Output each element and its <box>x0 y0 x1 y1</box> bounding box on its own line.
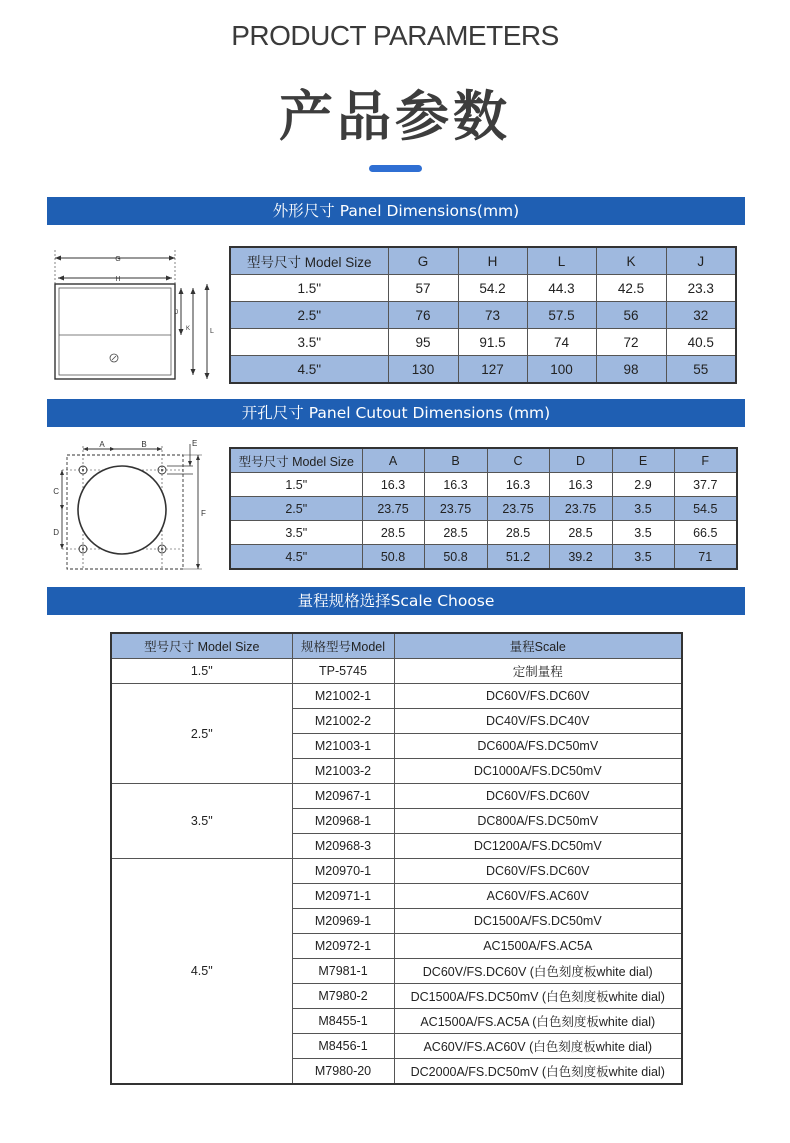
table-cell: 76 <box>388 302 458 329</box>
table-row <box>111 684 682 709</box>
scale-cell: AC60V/FS.AC60V (白色刻度板white dial) <box>394 1034 682 1059</box>
table-cell: 54.2 <box>458 275 527 302</box>
table-row <box>111 859 682 884</box>
table-cell: 55 <box>666 356 736 384</box>
table-cell: 100 <box>527 356 596 384</box>
model-cell: M20968-1 <box>292 809 394 834</box>
diagram-label-f: F <box>201 509 206 518</box>
table-cell: 3.5" <box>230 521 362 545</box>
table-cell: 71 <box>674 545 737 570</box>
table-header-cell: L <box>527 247 596 275</box>
model-size-cell: 3.5" <box>111 784 292 859</box>
diagram-label-l: L <box>210 328 214 335</box>
table-header-cell: J <box>666 247 736 275</box>
table-header-cell: 量程Scale <box>394 633 682 659</box>
scale-cell: DC60V/FS.DC60V <box>394 684 682 709</box>
table-cell: 44.3 <box>527 275 596 302</box>
table-cell: 98 <box>596 356 666 384</box>
section-bar-cutout-dimensions: 开孔尺寸 Panel Cutout Dimensions (mm) <box>47 399 745 427</box>
table-cell: 16.3 <box>362 473 424 497</box>
title-underline <box>369 165 422 172</box>
table-cell: 56 <box>596 302 666 329</box>
table-cell: 28.5 <box>549 521 612 545</box>
table-header-cell: 型号尺寸 Model Size <box>230 448 362 473</box>
model-cell: M20970-1 <box>292 859 394 884</box>
scale-cell: DC800A/FS.DC50mV <box>394 809 682 834</box>
table-row <box>230 302 736 329</box>
diagram-label-c: C <box>53 487 59 496</box>
table-header-cell: C <box>487 448 549 473</box>
table-cell: 57 <box>388 275 458 302</box>
scale-cell: DC600A/FS.DC50mV <box>394 734 682 759</box>
table-cell: 23.3 <box>666 275 736 302</box>
table-cell: 95 <box>388 329 458 356</box>
model-size-cell: 2.5" <box>111 684 292 784</box>
table-cell: 2.9 <box>612 473 674 497</box>
scale-cell: DC60V/FS.DC60V (白色刻度板white dial) <box>394 959 682 984</box>
table-header-row <box>230 448 737 473</box>
table-header-cell: K <box>596 247 666 275</box>
table-row <box>230 521 737 545</box>
table-cell: 54.5 <box>674 497 737 521</box>
scale-cell: DC40V/FS.DC40V <box>394 709 682 734</box>
model-cell: M21003-1 <box>292 734 394 759</box>
table-cell: 57.5 <box>527 302 596 329</box>
diagram-label-b: B <box>141 440 147 449</box>
table-cell: 1.5" <box>230 275 388 302</box>
scale-cell: DC1000A/FS.DC50mV <box>394 759 682 784</box>
table-cell: 91.5 <box>458 329 527 356</box>
table-header-cell: B <box>424 448 487 473</box>
cutout-dimensions-table <box>229 447 738 570</box>
model-cell: M20969-1 <box>292 909 394 934</box>
table-row <box>230 275 736 302</box>
scale-cell: AC1500A/FS.AC5A (白色刻度板white dial) <box>394 1009 682 1034</box>
table-row <box>230 497 737 521</box>
table-header-row <box>230 247 736 275</box>
table-row <box>111 659 682 684</box>
model-size-cell: 1.5" <box>111 659 292 684</box>
scale-cell: DC1200A/FS.DC50mV <box>394 834 682 859</box>
diagram-label-g: G <box>115 256 121 263</box>
table-cell: 16.3 <box>549 473 612 497</box>
table-cell: 16.3 <box>487 473 549 497</box>
model-cell: M8456-1 <box>292 1034 394 1059</box>
section-bar-panel-dimensions: 外形尺寸 Panel Dimensions(mm) <box>47 197 745 225</box>
table-cell: 28.5 <box>424 521 487 545</box>
model-cell: M7980-2 <box>292 984 394 1009</box>
diagram-label-e: E <box>192 439 198 448</box>
table-cell: 3.5" <box>230 329 388 356</box>
table-header-row <box>111 633 682 659</box>
model-cell: M20968-3 <box>292 834 394 859</box>
table-cell: 23.75 <box>362 497 424 521</box>
table-cell: 127 <box>458 356 527 384</box>
scale-cell: AC60V/FS.AC60V <box>394 884 682 909</box>
model-cell: M21002-2 <box>292 709 394 734</box>
table-cell: 72 <box>596 329 666 356</box>
model-size-cell: 4.5" <box>111 859 292 1085</box>
table-row <box>230 329 736 356</box>
panel-dimensions-diagram <box>50 244 218 384</box>
table-cell: 16.3 <box>424 473 487 497</box>
table-cell: 3.5 <box>612 545 674 570</box>
table-cell: 2.5" <box>230 497 362 521</box>
table-cell: 37.7 <box>674 473 737 497</box>
table-cell: 50.8 <box>362 545 424 570</box>
model-cell: M21003-2 <box>292 759 394 784</box>
page-title-en: PRODUCT PARAMETERS <box>231 20 559 51</box>
table-cell: 51.2 <box>487 545 549 570</box>
table-row <box>230 356 736 384</box>
panel-dimensions-table <box>229 246 737 384</box>
table-header-cell: 规格型号Model <box>292 633 394 659</box>
table-header-cell: E <box>612 448 674 473</box>
table-header-cell: F <box>674 448 737 473</box>
page-title-cn: 产品参数 <box>279 85 511 148</box>
table-cell: 130 <box>388 356 458 384</box>
table-header-cell: A <box>362 448 424 473</box>
table-cell: 66.5 <box>674 521 737 545</box>
table-cell: 3.5 <box>612 497 674 521</box>
model-cell: M20967-1 <box>292 784 394 809</box>
scale-cell: AC1500A/FS.AC5A <box>394 934 682 959</box>
table-cell: 2.5" <box>230 302 388 329</box>
table-cell: 23.75 <box>487 497 549 521</box>
section-bar-scale-choose: 量程规格选择Scale Choose <box>47 587 745 615</box>
table-cell: 40.5 <box>666 329 736 356</box>
model-cell: M20971-1 <box>292 884 394 909</box>
table-cell: 74 <box>527 329 596 356</box>
table-row <box>230 545 737 570</box>
diagram-label-h: H <box>115 276 121 283</box>
table-header-cell: D <box>549 448 612 473</box>
table-cell: 4.5" <box>230 545 362 570</box>
table-cell: 28.5 <box>362 521 424 545</box>
table-row <box>230 473 737 497</box>
model-cell: M8455-1 <box>292 1009 394 1034</box>
diagram-label-a: A <box>99 440 105 449</box>
table-cell: 4.5" <box>230 356 388 384</box>
table-cell: 73 <box>458 302 527 329</box>
table-header-cell: 型号尺寸 Model Size <box>230 247 388 275</box>
table-cell: 3.5 <box>612 521 674 545</box>
table-cell: 23.75 <box>424 497 487 521</box>
cutout-dimensions-diagram <box>50 436 218 578</box>
scale-cell: 定制量程 <box>394 659 682 684</box>
scale-cell: DC2000A/FS.DC50mV (白色刻度板white dial) <box>394 1059 682 1085</box>
diagram-label-j: J <box>175 310 178 316</box>
table-cell: 42.5 <box>596 275 666 302</box>
table-row <box>111 784 682 809</box>
model-cell: TP-5745 <box>292 659 394 684</box>
table-header-cell: G <box>388 247 458 275</box>
model-cell: M20972-1 <box>292 934 394 959</box>
table-header-cell: 型号尺寸 Model Size <box>111 633 292 659</box>
table-cell: 28.5 <box>487 521 549 545</box>
model-cell: M7981-1 <box>292 959 394 984</box>
scale-cell: DC1500A/FS.DC50mV <box>394 909 682 934</box>
table-cell: 23.75 <box>549 497 612 521</box>
table-header-cell: H <box>458 247 527 275</box>
model-cell: M21002-1 <box>292 684 394 709</box>
table-cell: 1.5" <box>230 473 362 497</box>
scale-cell: DC60V/FS.DC60V <box>394 784 682 809</box>
scale-choose-table <box>110 632 683 1085</box>
table-cell: 32 <box>666 302 736 329</box>
table-cell: 50.8 <box>424 545 487 570</box>
scale-cell: DC60V/FS.DC60V <box>394 859 682 884</box>
diagram-label-k: K <box>185 326 190 332</box>
scale-cell: DC1500A/FS.DC50mV (白色刻度板white dial) <box>394 984 682 1009</box>
diagram-label-d: D <box>53 528 59 537</box>
model-cell: M7980-20 <box>292 1059 394 1085</box>
table-cell: 39.2 <box>549 545 612 570</box>
